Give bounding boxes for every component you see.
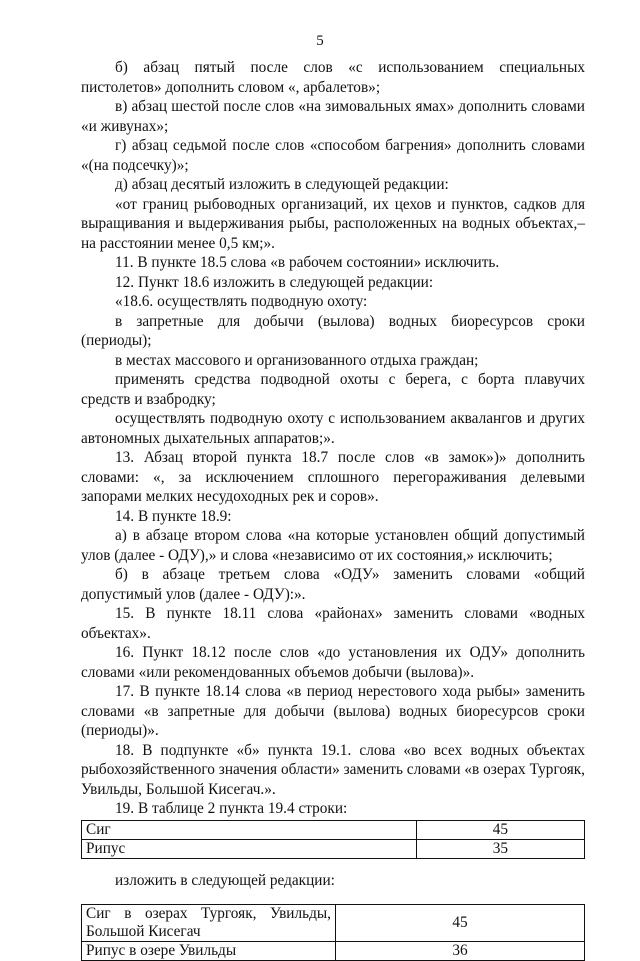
table-row (82, 820, 585, 839)
paragraph: 11. В пункте 18.5 слова «в рабочем состоянии» исключить. (115, 254, 500, 271)
paragraph: 18. В подпункте «б» пункта 19.1. слова «во всех водных объектах рыбохозяйственного значения области» заменить словами «в озерах Тургояк, Увильды, Большой Кисегач.». (81, 741, 585, 798)
page-number: 5 (316, 33, 324, 49)
paragraph: 17. В пункте 18.14 слова «в период нерестового хода рыбы» заменить словами «в запретные для добычи (вылова) водных биоресурсов сроки (периоды)». (81, 683, 585, 739)
table-row (82, 905, 585, 942)
new-rows-table (81, 904, 585, 961)
paragraph: «18.6. осуществлять подводную охоту: (115, 293, 368, 310)
table-cell-value: 35 (416, 839, 584, 858)
paragraph: осуществлять подводную охоту с использованием аквалангов и других автономных дыхательных аппаратов;». (81, 410, 585, 447)
old-rows-table (81, 820, 585, 859)
table-cell-value: 36 (336, 942, 585, 961)
paragraph: г) абзац седьмой после слов «способом багрения» дополнить словами «(на подсечку)»; (81, 137, 585, 174)
table-cell-value: 45 (336, 905, 585, 942)
paragraph: «от границ рыбоводных организаций, их цехов и пунктов, садков для выращивания и выдерживания рыбы, расположенных на водных объектах,– на расстоянии менее 0,5 км;». (81, 195, 585, 252)
document-body (81, 58, 585, 961)
table-cell-name: Сиг (82, 820, 417, 839)
table-cell-name: Сиг в озерах Тургояк, Увильды, Большой Кисегач (82, 905, 336, 942)
paragraph: в запретные для добычи (вылова) водных биоресурсов сроки (периоды); (81, 312, 585, 349)
paragraph: изложить в следующей редакции: (115, 871, 335, 889)
paragraph: применять средства подводной охоты с берега, с борта плавучих средств и взабродку; (81, 371, 585, 408)
paragraph: в) абзац шестой после слов «на зимовальных ямах» дополнить словами «и живунах»; (81, 98, 585, 135)
paragraph: а) в абзаце втором слова «на которые установлен общий допустимый улов (далее - ОДУ),» и слова «независимо от их состояния,» исключить; (81, 527, 585, 564)
paragraph: б) абзац пятый после слов «с использованием специальных пистолетов» дополнить словом «, арбалетов»; (81, 59, 585, 96)
paragraph: в местах массового и организованного отдыха граждан; (115, 351, 479, 369)
table-cell-value: 45 (416, 820, 584, 839)
paragraph: 14. В пункте 18.9: (115, 507, 232, 525)
paragraph: 15. В пункте 18.11 слова «районах» заменить словами «водных объектах». (81, 605, 585, 642)
paragraph: 19. В таблице 2 пункта 19.4 строки: (115, 800, 348, 817)
paragraph: 16. Пункт 18.12 после слов «до установления их ОДУ» дополнить словами «или рекомендованных объемов добычи (вылова)». (81, 644, 585, 681)
paragraph: 12. Пункт 18.6 изложить в следующей редакции: (115, 273, 434, 291)
paragraph: б) в абзаце третьем слова «ОДУ» заменить словами «общий допустимый улов (далее - ОДУ):». (81, 566, 585, 603)
paragraph: д) абзац десятый изложить в следующей редакции: (115, 176, 449, 193)
table-cell-name: Рипус (82, 839, 417, 858)
table-cell-name: Рипус в озере Увильды (82, 942, 336, 961)
table-row (82, 942, 585, 961)
table-row (82, 839, 585, 858)
paragraph: 13. Абзац второй пункта 18.7 после слов «в замок»)» дополнить словами: «, за исключением сплошного перегораживания делевыми запорами мелких несудоходных рек и соров». (81, 449, 585, 505)
